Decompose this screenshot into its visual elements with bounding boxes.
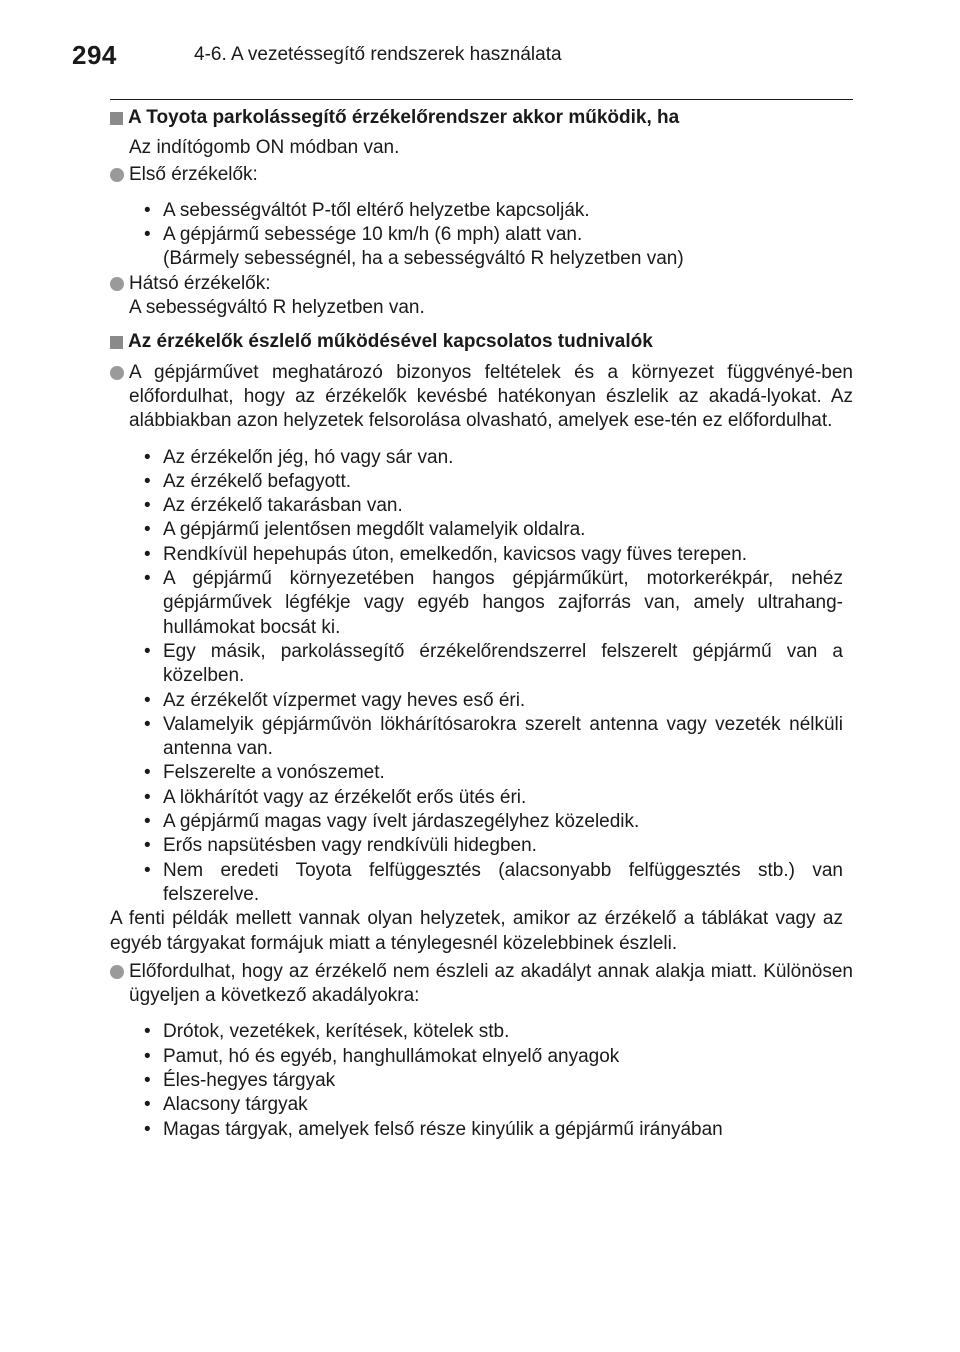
circle-bullet-icon: [110, 168, 124, 182]
undetected-obstacles-text: Előfordulhat, hogy az érzékelő nem észleli az akadályt annak alakja miatt. Különösen ügyeljen a következő akadályokra:: [129, 960, 853, 1007]
detection-conditions-text: A gépjárművet meghatározó bizonyos feltételek és a környezet függvényé-ben előfordulhat, hogy az érzékelők kevésbé hatékonyan észlelik az akadá-lyokat. Az alábbiakban azon helyzetek felsorolása olvasható, amelyek ese-tén ez előfordulhat.: [129, 361, 853, 432]
square-bullet-icon: [110, 112, 123, 125]
undetected-obstacles-list: [110, 1020, 853, 1141]
circle-bullet-icon: [110, 366, 124, 380]
undetected-obstacles-item: [110, 960, 853, 1009]
list-item: • Nem eredeti Toyota felfüggesztés (alacsonyabb felfüggesztés stb.) van felszerelve.: [110, 859, 853, 908]
page-number: 294: [72, 40, 117, 70]
section-heading-text: Az érzékelők észlelő működésével kapcsolatos tudnivalók: [128, 331, 653, 353]
front-sensors-list: [110, 199, 853, 248]
square-bullet-icon: [110, 336, 123, 349]
circle-bullet-icon: [110, 965, 124, 979]
section-heading-detection: [110, 330, 853, 354]
list-item: • A gépjármű környezetében hangos gépjárműkürt, motorkerékpár, nehéz gépjárművek légfékje vagy egyéb hangos zajforrás van, amely ultrahang-hullámokat bocsát ki.: [110, 567, 853, 640]
list-item: • Valamelyik gépjárművön lökhárítósarokra szerelt antenna vagy vezeték nélküli antenna van.: [110, 713, 853, 762]
list-item: • Egy másik, parkolássegítő érzékelőrendszerrel felszerelt gépjármű van a közelben.: [110, 640, 853, 689]
list-item: • A sebességváltót P-től eltérő helyzetbe kapcsolják.: [110, 199, 853, 223]
detection-after-text: A fenti példák mellett vannak olyan helyzetek, amikor az érzékelő a táblákat vagy az egyéb tárgyakat formájuk miatt a ténylegesnél közelebbinek észleli.: [110, 908, 843, 954]
list-item: • Éles-hegyes tárgyak: [110, 1069, 853, 1093]
rear-sensors-text: A sebességváltó R helyzetben van.: [129, 297, 425, 319]
front-sensors-item: [110, 163, 853, 187]
list-item: • Drótok, vezetékek, kerítések, kötelek stb.: [110, 1020, 853, 1044]
list-item: • Rendkívül hepehupás úton, emelkedőn, kavicsos vagy füves terepen.: [110, 543, 853, 567]
detection-conditions-list: [110, 446, 853, 908]
list-item: • A lökhárítót vagy az érzékelőt erős ütés éri.: [110, 786, 853, 810]
list-item: • Felszerelte a vonószemet.: [110, 761, 853, 785]
header-rule: [110, 99, 853, 100]
section-heading-text: A Toyota parkolássegítő érzékelőrendszer akkor működik, ha: [128, 107, 680, 128]
circle-bullet-icon: [110, 277, 124, 291]
list-item: • A gépjármű sebessége 10 km/h (6 mph) alatt van.: [110, 223, 853, 247]
detection-conditions-item: [110, 361, 853, 434]
list-item: • Magas tárgyak, amelyek felső része kinyúlik a gépjármű irányában: [110, 1118, 853, 1142]
list-item: • Alacsony tárgyak: [110, 1093, 853, 1117]
front-sensors-note: (Bármely sebességnél, ha a sebességváltó R helyzetben van): [163, 248, 684, 270]
list-item: • Erős napsütésben vagy rendkívüli hidegben.: [110, 834, 853, 858]
list-item: • Az érzékelőn jég, hó vagy sár van.: [110, 446, 853, 470]
page-content: [110, 106, 853, 1142]
list-item: • Az érzékelő takarásban van.: [110, 494, 853, 518]
list-item: • Az érzékelő befagyott.: [110, 470, 853, 494]
rear-sensors-title: Hátsó érzékelők:: [129, 272, 271, 294]
front-sensors-title: Első érzékelők:: [129, 163, 258, 185]
intro-text: Az indítógomb ON módban van.: [129, 137, 400, 159]
list-item: • A gépjármű jelentősen megdőlt valamelyik oldalra.: [110, 518, 853, 542]
list-item: • A gépjármű magas vagy ívelt járdaszegélyhez közeledik.: [110, 810, 853, 834]
rear-sensors-item: [110, 272, 853, 321]
chapter-title: 4-6. A vezetéssegítő rendszerek használata: [194, 44, 562, 65]
list-item: • Az érzékelőt vízpermet vagy heves eső éri.: [110, 689, 853, 713]
list-item: • Pamut, hó és egyéb, hanghullámokat elnyelő anyagok: [110, 1045, 853, 1069]
section-heading-operation: [110, 106, 853, 130]
